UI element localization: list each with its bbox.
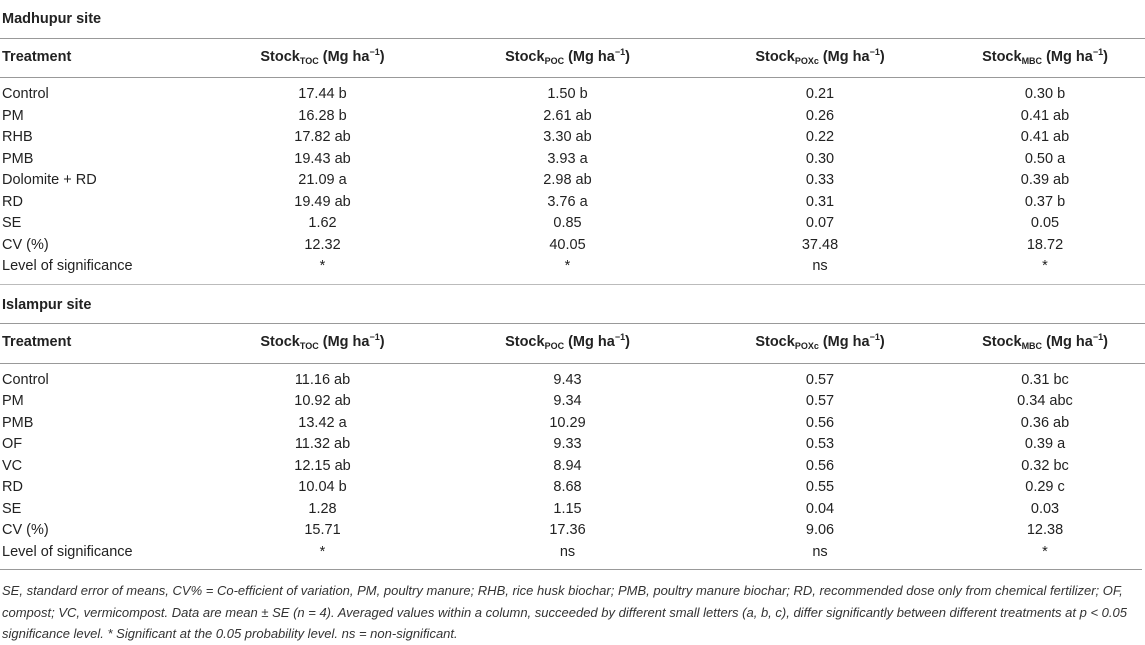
header-unit: (Mg ha [564, 48, 615, 65]
value-cell: 1.62 [308, 215, 337, 231]
value-cell: 0.21 [805, 86, 835, 102]
section-title: Madhupur site [0, 0, 1145, 38]
treatment-cell: Level of significance [2, 543, 133, 560]
value-cell: 19.49 ab [294, 193, 351, 210]
value-cell: 0.07 [805, 215, 835, 231]
header-unit-exp: −1 [1092, 332, 1104, 342]
table-row [0, 84, 1145, 106]
section-title-row [0, 284, 1145, 324]
value-cell: 10.92 ab [294, 393, 351, 409]
table-row [0, 235, 1145, 257]
table-row [0, 434, 1145, 456]
value-cell: 0.30 b [1024, 86, 1066, 102]
value-cell: 2.98 ab [543, 172, 592, 188]
value-cell: 11.32 ab [294, 436, 351, 452]
value-cell: 0.03 [1030, 500, 1060, 517]
value-cell: 21.09 a [298, 172, 347, 188]
value-cell: 0.26 [805, 107, 835, 124]
header-unit: (Mg ha [818, 48, 870, 65]
value-cell: 8.68 [553, 479, 582, 495]
value-cell: 12.15 ab [294, 457, 351, 474]
header-unit-close: ) [379, 334, 385, 350]
value-cell: 0.05 [1030, 215, 1060, 231]
column-header [945, 324, 1145, 364]
value-cell: 0.56 [805, 457, 835, 474]
value-cell: 3.30 ab [543, 129, 592, 145]
header-unit-exp: −1 [869, 46, 880, 57]
header-unit-exp: −1 [1092, 46, 1104, 57]
header-unit: (Mg ha [318, 48, 370, 65]
treatment-header: Treatment [0, 324, 205, 364]
treatment-cell: Control [2, 86, 49, 102]
value-cell: 15.71 [304, 522, 341, 538]
table-row [0, 413, 1145, 435]
table-row [0, 256, 1145, 284]
value-cell: ns [812, 258, 828, 274]
column-header [945, 38, 1145, 78]
value-cell: 3.93 a [547, 150, 588, 167]
value-cell: 0.04 [805, 500, 835, 517]
treatment-cell: RD [2, 193, 23, 210]
treatment-cell: PMB [2, 150, 34, 167]
treatment-cell: VC [2, 457, 23, 474]
value-cell: 0.85 [553, 215, 582, 231]
header-sub: POC [544, 55, 565, 66]
value-cell: 18.72 [1026, 236, 1064, 253]
table-row [0, 192, 1145, 214]
table-row [0, 149, 1145, 171]
value-cell: 37.48 [801, 236, 839, 253]
section-title-row [0, 0, 1145, 38]
header-sub: TOC [299, 341, 319, 351]
header-sub: POXc [794, 55, 819, 66]
value-cell: 17.36 [549, 522, 586, 538]
value-cell: * [1042, 258, 1048, 274]
value-cell: 9.06 [805, 522, 835, 538]
header-base: Stock [505, 48, 545, 65]
header-unit: (Mg ha [318, 334, 370, 350]
section-title: Islampur site [0, 284, 1145, 324]
value-cell: 9.43 [553, 371, 582, 388]
header-unit-close: ) [379, 48, 385, 65]
value-cell: ns [812, 543, 828, 560]
column-header [205, 324, 440, 364]
value-cell: 19.43 ab [294, 150, 351, 167]
header-unit-close: ) [879, 48, 885, 65]
value-cell: 1.15 [553, 500, 582, 517]
value-cell: 10.29 [549, 414, 586, 431]
table-row [0, 213, 1145, 235]
header-base: Stock [755, 48, 795, 65]
table-row [0, 127, 1145, 149]
header-sub: POC [544, 341, 565, 351]
table-footnote: SE, standard error of means, CV% = Co-efficient of variation, PM, poultry manure; RHB, rice husk biochar; PMB, poultry manure biochar; RD, recommended dose only from chemical fertilizer; OF, compost; VC, vermicompost. Data are mean ± SE (n = 4). Averaged values within a column, succeeded by different small letters (a, b, c), differ significantly between different treatments at p < 0.05 significance level. * Significant at the 0.05 probability level. ns = non-significant. [0, 569, 1142, 645]
table-row [0, 499, 1145, 521]
value-cell: 0.57 [805, 393, 835, 409]
value-cell: 0.53 [805, 436, 835, 452]
column-header [440, 38, 695, 78]
header-unit-close: ) [625, 334, 630, 350]
value-cell: 17.44 b [298, 86, 347, 102]
treatment-cell: SE [2, 215, 22, 231]
table-row [0, 106, 1145, 128]
header-unit-exp: −1 [369, 46, 380, 57]
value-cell: 13.42 a [298, 414, 347, 431]
header-row [0, 38, 1145, 78]
value-cell: ns [559, 543, 576, 560]
table-row [0, 456, 1145, 478]
value-cell: 0.56 [805, 414, 835, 431]
table-row [0, 542, 1145, 570]
value-cell: 0.22 [805, 129, 835, 145]
value-cell: 0.50 a [1024, 150, 1066, 167]
value-cell: * [319, 258, 326, 274]
header-unit-close: ) [879, 334, 885, 350]
value-cell: 0.41 ab [1020, 107, 1070, 124]
column-header [440, 324, 695, 364]
value-cell: 0.31 [805, 193, 835, 210]
table-row [0, 391, 1145, 413]
value-cell: 1.50 b [547, 86, 588, 102]
header-unit-exp: −1 [369, 332, 380, 342]
treatment-cell: CV (%) [2, 236, 49, 253]
value-cell: 0.34 abc [1017, 393, 1073, 409]
header-unit: (Mg ha [1042, 334, 1093, 350]
treatment-cell: RD [2, 479, 23, 495]
header-row [0, 324, 1145, 364]
value-cell: 9.34 [553, 393, 582, 409]
header-sub: MBC [1021, 55, 1043, 66]
treatment-cell: CV (%) [2, 522, 49, 538]
value-cell: * [319, 543, 326, 560]
header-base: Stock [755, 334, 795, 350]
value-cell: 3.76 a [547, 193, 588, 210]
header-unit-exp: −1 [614, 46, 626, 57]
value-cell: 0.37 b [1024, 193, 1066, 210]
value-cell: 0.39 ab [1020, 172, 1070, 188]
value-cell: 12.32 [304, 236, 341, 253]
value-cell: 40.05 [549, 236, 586, 253]
header-base: Stock [982, 48, 1022, 65]
treatment-cell: PMB [2, 414, 34, 431]
header-base: Stock [260, 48, 300, 65]
treatment-cell: Control [2, 371, 49, 388]
value-cell: 0.33 [805, 172, 835, 188]
table-row [0, 170, 1145, 192]
treatment-cell: Dolomite + RD [2, 172, 97, 188]
header-unit-close: ) [625, 48, 630, 65]
header-sub: MBC [1021, 341, 1043, 351]
header-sub: TOC [299, 55, 319, 66]
value-cell: 12.38 [1026, 522, 1064, 538]
header-unit-exp: −1 [614, 332, 626, 342]
value-cell: 16.28 b [298, 107, 347, 124]
column-header [205, 38, 440, 78]
value-cell: 17.82 ab [294, 129, 351, 145]
table-row [0, 370, 1145, 392]
value-cell: * [564, 258, 571, 274]
value-cell: 10.04 b [298, 479, 347, 495]
treatment-cell: PM [2, 393, 24, 409]
treatment-cell: SE [2, 500, 22, 517]
treatment-cell: RHB [2, 129, 33, 145]
column-header [695, 38, 945, 78]
header-base: Stock [505, 334, 545, 350]
table-row [0, 477, 1145, 499]
value-cell: 0.57 [805, 371, 835, 388]
column-header [695, 324, 945, 364]
value-cell: 0.32 bc [1021, 457, 1069, 474]
header-unit-close: ) [1103, 48, 1108, 65]
value-cell: 0.36 ab [1020, 414, 1070, 431]
value-cell: 0.30 [805, 150, 835, 167]
header-unit-exp: −1 [869, 332, 880, 342]
treatment-cell: PM [2, 107, 24, 124]
value-cell: 0.55 [805, 479, 835, 495]
header-base: Stock [260, 334, 300, 350]
treatment-header: Treatment [0, 38, 205, 78]
value-cell: 8.94 [553, 457, 582, 474]
header-unit: (Mg ha [1042, 48, 1093, 65]
header-sub: POXc [794, 341, 819, 351]
header-base: Stock [982, 334, 1022, 350]
value-cell: 0.29 c [1025, 479, 1065, 495]
value-cell: 0.41 ab [1020, 129, 1070, 145]
value-cell: 9.33 [553, 436, 582, 452]
header-unit: (Mg ha [564, 334, 615, 350]
header-unit-close: ) [1103, 334, 1108, 350]
value-cell: 1.28 [308, 500, 337, 517]
value-cell: 0.31 bc [1021, 371, 1069, 388]
value-cell: 11.16 ab [294, 371, 351, 388]
header-unit: (Mg ha [818, 334, 870, 350]
value-cell: 2.61 ab [543, 107, 592, 124]
treatment-cell: OF [2, 436, 23, 452]
table-row [0, 520, 1145, 542]
value-cell: * [1042, 543, 1048, 560]
value-cell: 0.39 a [1024, 436, 1066, 452]
treatment-cell: Level of significance [2, 258, 133, 274]
